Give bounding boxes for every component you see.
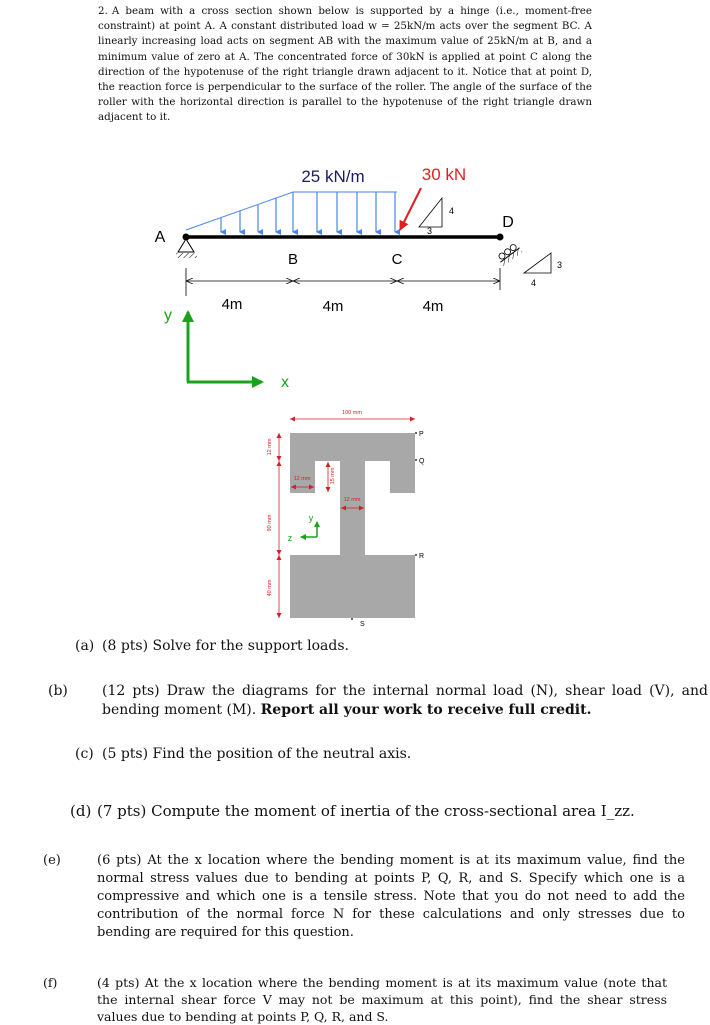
point-s-label: S [360, 621, 365, 628]
dim-ab-label: 4m [221, 296, 243, 313]
part-f [43, 974, 667, 1025]
label-point-b: B [287, 251, 299, 268]
problem-text: A beam with a cross section shown below is supported by a hinge (i.e., moment-free constraint) at point A. A constant distributed load w = 25kN/m acts over the segment BC. A linearly increasing load acts on segment AB with the maximum value of 25kN/m at B, and a minimum value of zero at A. The concentrated force of 30kN is applied at point C along the direction of the hypotenuse of the right triangle drawn adjacent to it. Notice that at point D, the reaction force is perpendicular to the surface of the roller. The angle of the surface of the roller with the horizontal direction is parallel to the hypotenuse of the right triangle drawn adjacent to it. [98, 5, 592, 124]
dim-lip-depth-label: 15 mm [330, 467, 336, 485]
axis-y-label: y [164, 307, 172, 324]
part-a [75, 637, 681, 656]
part-a-text: (8 pts) Solve for the support loads. [102, 638, 349, 654]
point-r-label: R [419, 553, 425, 560]
dim-bc-label: 4m [322, 298, 344, 315]
dim-width-label: 100 mm [342, 410, 362, 416]
dim-top-label: 12 mm [267, 438, 273, 456]
part-f-label: (f) [43, 975, 58, 990]
svg-text:4: 4 [531, 278, 537, 288]
point-p-label: P [419, 431, 424, 438]
svg-text:4: 4 [449, 206, 455, 216]
section-axes [301, 522, 317, 537]
part-e-text: (6 pts) At the x location where the bending moment is at its maximum value, find the normal stress values due to bending at points P, Q, R, and S. Specify which one is a compressive and which one is a tensile stress. Note that you do not need to add the contribution of the normal force N for these calculations and only stresses due to bending are required for this question. [97, 853, 685, 940]
part-b-label: (b) [48, 683, 68, 699]
problem-number: 2. [98, 5, 108, 17]
part-d-label: (d) [70, 802, 92, 820]
section-axis-z-label: z [287, 533, 293, 543]
part-b [48, 682, 708, 720]
part-e [43, 852, 685, 942]
hinge-support [176, 239, 197, 258]
part-b-text: (12 pts) Draw the diagrams for the internal normal load (N), shear load (V), and bending moment (M). [102, 683, 708, 718]
part-c-label: (c) [75, 746, 94, 762]
part-a-label: (a) [75, 638, 95, 654]
slope-triangle-c [419, 198, 454, 236]
dim-bottom-label: 40 mm [267, 579, 273, 597]
load-label: 25 kN/m [301, 167, 365, 186]
label-point-c: C [391, 251, 403, 268]
force-arrow [400, 188, 421, 230]
svg-text:3: 3 [557, 260, 563, 270]
part-c-text: (5 pts) Find the position of the neutral axis. [102, 746, 412, 762]
force-label: 30 kN [421, 165, 467, 184]
label-point-d: D [502, 214, 514, 231]
cross-section-figure [0, 400, 710, 630]
dimension-line [186, 268, 500, 296]
part-c [75, 745, 681, 764]
roller-support [496, 242, 522, 266]
part-d [70, 802, 676, 821]
dim-web-height-label: 90 mm [267, 514, 273, 532]
dim-web-label: 12 mm [343, 497, 361, 503]
part-b-emphasis: Report all your work to receive full credit. [260, 702, 592, 718]
distributed-load [186, 192, 397, 232]
coordinate-axes [187, 312, 262, 382]
part-f-text: (4 pts) At the x location where the bending moment is at its maximum value (note that the internal shear force V may not be maximum at this point), find the shear stress values due to bending at points P, Q, R, and S. [97, 975, 667, 1024]
axis-x-label: x [281, 374, 289, 391]
part-d-text: (7 pts) Compute the moment of inertia of the cross-sectional area I_zz. [97, 802, 635, 820]
beam-figure [0, 0, 710, 400]
slope-triangle-d [524, 253, 562, 288]
part-e-label: (e) [43, 853, 61, 868]
section-axis-y-label: y [308, 513, 314, 523]
dim-cd-label: 4m [422, 298, 444, 315]
roller-pin [497, 234, 504, 241]
label-point-a: A [154, 229, 166, 246]
point-q-label: Q [419, 458, 425, 465]
cross-section-shape [287, 433, 415, 618]
dim-lip-width-label: 12 mm [293, 476, 311, 482]
svg-text:3: 3 [427, 226, 433, 236]
